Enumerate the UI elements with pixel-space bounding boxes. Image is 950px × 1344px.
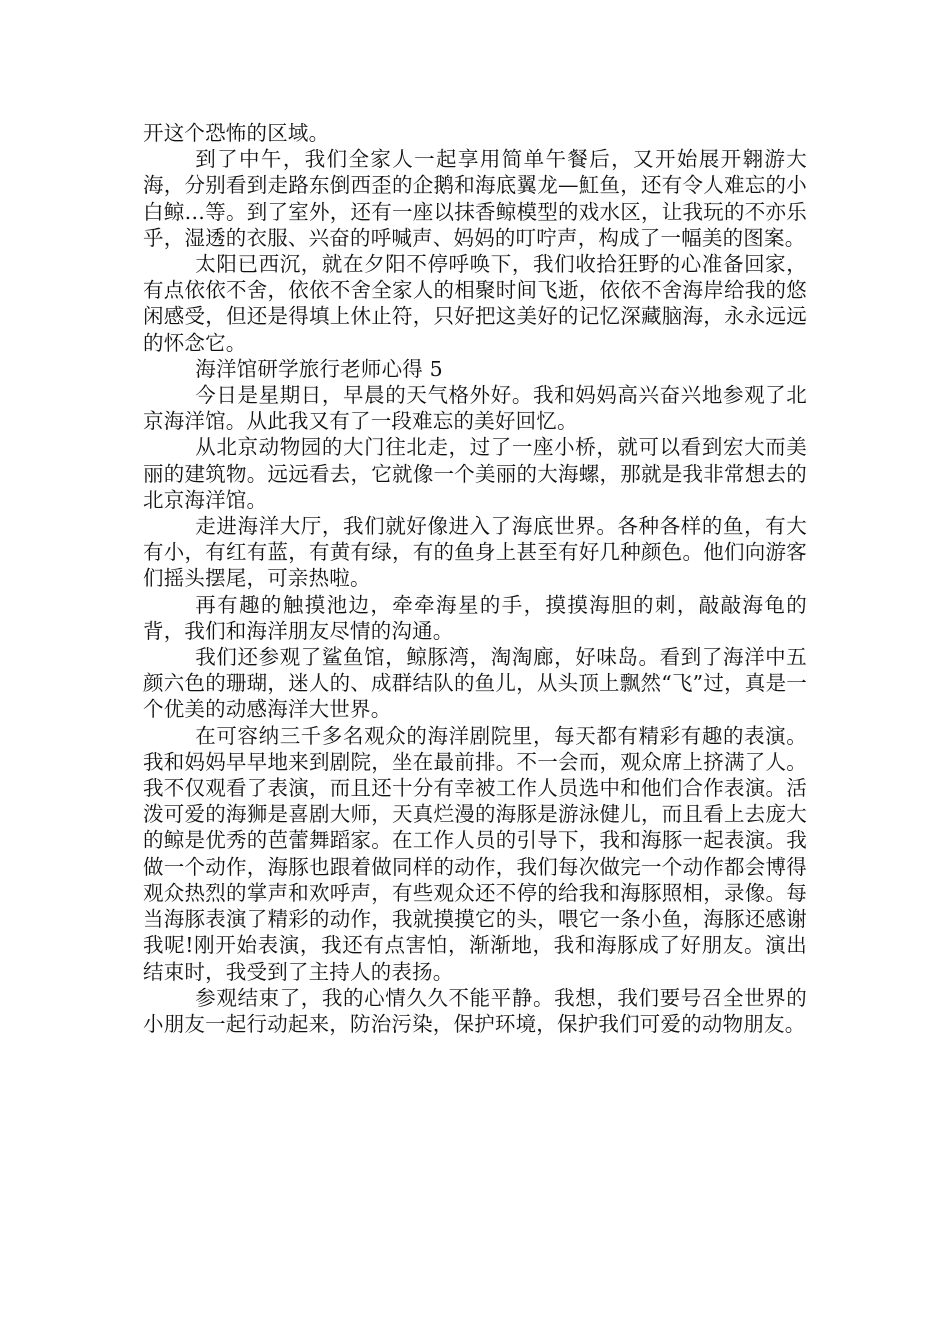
- paragraph-2: 到了中午，我们全家人一起享用简单午餐后，又开始展开翱游大海，分别看到走路东倒西歪的企鹅和海底翼龙—魟鱼，还有令人难忘的小白鲸…等。到了室外，还有一座以抹香鲸模型的戏水区，让我玩的不亦乐乎，湿透的衣服、兴奋的呼喊声、妈妈的叮咛声，构成了一幅美的图案。: [143, 147, 807, 250]
- document-body: [143, 120, 807, 1037]
- paragraph-5: 今日是星期日，早晨的天气格外好。我和妈妈高兴奋兴地参观了北京海洋馆。从此我又有了一段难忘的美好回忆。: [143, 383, 807, 434]
- paragraph-3: 太阳已西沉，就在夕阳不停呼唤下，我们收拾狂野的心准备回家，有点依依不舍，依依不舍全家人的相聚时间飞逝，依依不舍海岸给我的悠闲感受，但还是得填上休止符，只好把这美好的记忆深藏脑海，永永远远的怀念它。: [143, 252, 807, 355]
- paragraph-9: 我们还参观了鲨鱼馆，鲸豚湾，淘淘廊，好味岛。看到了海洋中五颜六色的珊瑚，迷人的、成群结队的鱼儿，从头顶上飘然“飞”过，真是一个优美的动感海洋大世界。: [143, 645, 807, 722]
- paragraph-7: 走进海洋大厅，我们就好像进入了海底世界。各种各样的鱼，有大有小，有红有蓝，有黄有绿，有的鱼身上甚至有好几种颜色。他们向游客们摇头摆尾，可亲热啦。: [143, 514, 807, 591]
- section-heading: 海洋馆研学旅行老师心得 5: [195, 356, 443, 381]
- paragraph-8: 再有趣的触摸池边，牵牵海星的手，摸摸海胆的刺，敲敲海龟的背，我们和海洋朋友尽情的沟通。: [143, 592, 807, 643]
- paragraph-1: 开这个恐怖的区域。: [143, 121, 330, 145]
- paragraph-6: 从北京动物园的大门往北走，过了一座小桥，就可以看到宏大而美丽的建筑物。远远看去，它就像一个美丽的大海螺，那就是我非常想去的北京海洋馆。: [143, 435, 807, 512]
- paragraph-11: 参观结束了，我的心情久久不能平静。我想，我们要号召全世界的小朋友一起行动起来，防治污染，保护环境，保护我们可爱的动物朋友。: [143, 985, 807, 1036]
- paragraph-10: 在可容纳三千多名观众的海洋剧院里，每天都有精彩有趣的表演。我和妈妈早早地来到剧院，坐在最前排。不一会而，观众席上挤满了人。我不仅观看了表演，而且还十分有幸被工作人员选中和他们合作表演。活泼可爱的海狮是喜剧大师，天真烂漫的海豚是游泳健儿，而且看上去庞大的鲸是优秀的芭蕾舞蹈家。在工作人员的引导下，我和海豚一起表演。我做一个动作，海豚也跟着做同样的动作，我们每次做完一个动作都会博得观众热烈的掌声和欢呼声，有些观众还不停的给我和海豚照相，录像。每当海豚表演了精彩的动作，我就摸摸它的头，喂它一条小鱼，海豚还感谢我呢!刚开始表演，我还有点害怕，渐渐地，我和海豚成了好朋友。演出结束时，我受到了主持人的表扬。: [143, 723, 807, 984]
